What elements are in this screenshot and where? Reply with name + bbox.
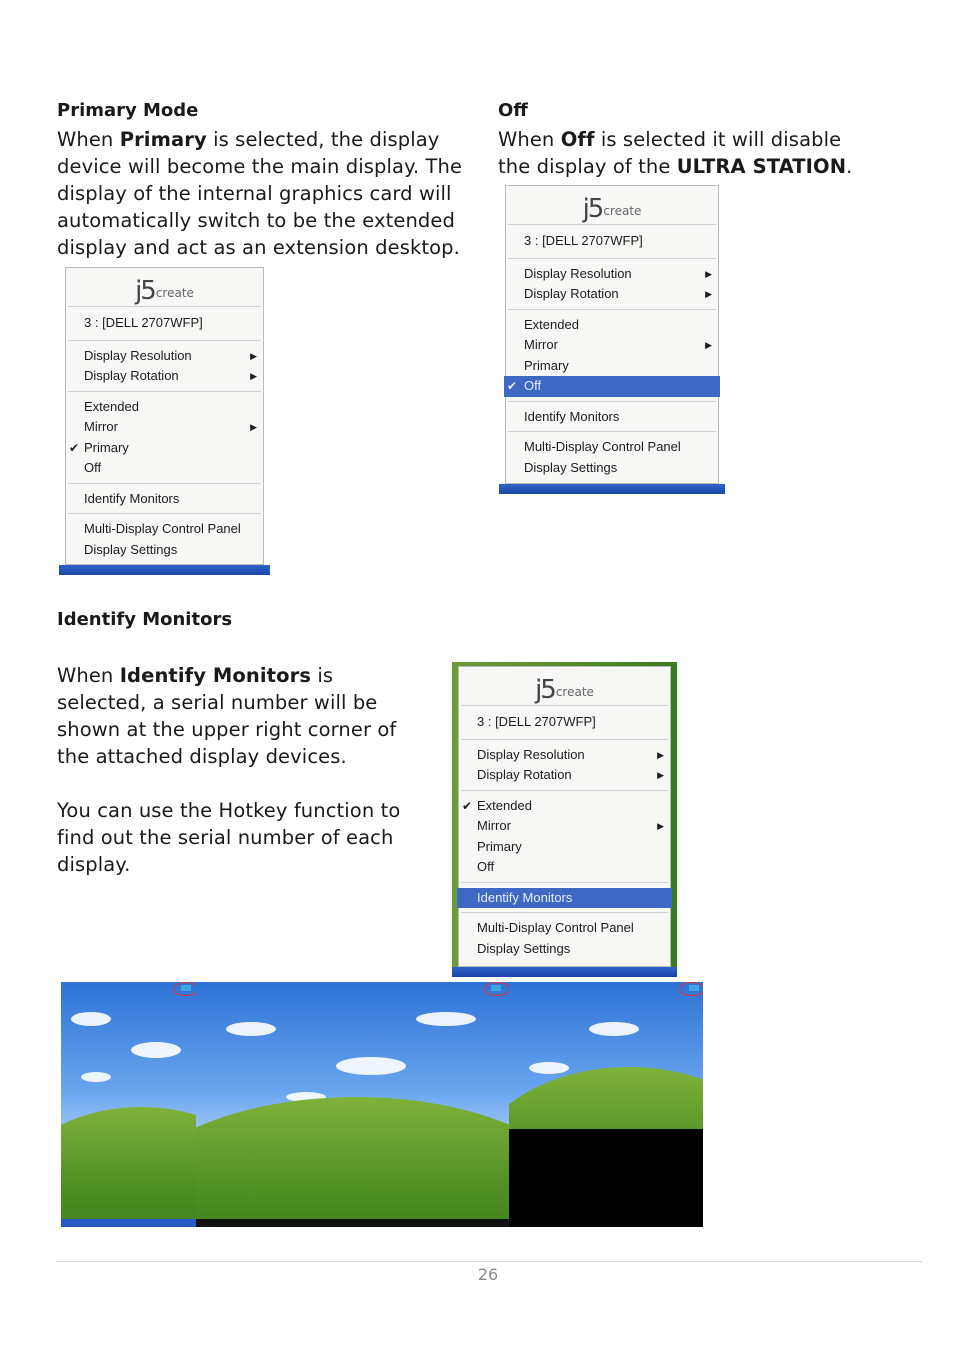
menu-item-primary[interactable]: Primary [477,838,522,854]
menu-item-multi-display-control-panel[interactable]: Multi-Display Control Panel [477,920,634,935]
taskbar-strip [59,565,270,575]
submenu-arrow-icon: ▶ [657,770,664,780]
taskbar-strip [499,484,725,494]
menu-item-multi-display-control-panel[interactable]: Multi-Display Control Panel [84,521,241,536]
off-heading: Off [498,100,528,121]
page-number: 26 [477,1265,499,1284]
context-menu-identify [452,662,677,977]
submenu-arrow-icon: ▶ [657,821,664,831]
menu-item-display-settings[interactable]: Display Settings [477,940,571,956]
j5create-logo: j5 create [508,186,716,225]
menu-separator [68,513,261,514]
taskbar-strip [452,967,677,977]
menu-item-off[interactable]: Off [84,460,102,475]
j5create-logo: j5 create [68,268,261,307]
serial-number-marker [679,982,703,996]
serial-number-marker [484,982,509,996]
menu-item-device[interactable]: 3 : [DELL 2707WFP] [84,315,203,330]
menu-separator [508,309,716,310]
menu-item-extended[interactable]: ✔ Extended [459,796,670,817]
primary-mode-paragraph: When Primary is selected, the display device will become the main display. The display of the internal graphics card will automatically switch to be the extended display and act as an extension desktop. [57,128,463,259]
menu-item-mirror[interactable]: Mirror ▶ [459,816,670,837]
primary-mode-heading: Primary Mode [57,100,199,121]
menu-separator [508,258,716,259]
hotkey-paragraph: You can use the Hotkey function to find out the serial number of each display. [57,799,401,876]
menu-item-display-resolution[interactable]: Display Resolution ▶ [506,264,718,285]
serial-number-marker [173,982,196,996]
menu-item-display-resolution[interactable]: Display Resolution ▶ [66,346,263,367]
submenu-arrow-icon: ▶ [705,289,712,299]
menu-item-device[interactable]: 3 : [DELL 2707WFP] [524,233,643,248]
menu-item-mirror[interactable]: Mirror ▶ [506,335,718,356]
menu-separator [68,483,261,484]
checkmark-icon: ✔ [462,798,473,813]
menu-separator [508,401,716,402]
menu-item-off[interactable]: ✔ Off [504,376,720,397]
context-menu-off [499,181,725,494]
submenu-arrow-icon: ▶ [657,749,664,760]
menu-separator [461,882,668,883]
submenu-arrow-icon: ▶ [705,340,712,350]
submenu-arrow-icon: ▶ [250,350,257,361]
menu-item-extended[interactable]: Extended [84,398,139,414]
menu-item-identify-monitors[interactable]: Identify Monitors [524,408,620,424]
menu-separator [461,739,668,740]
menu-separator [461,912,668,913]
menu-item-display-rotation[interactable]: Display Rotation ▶ [506,284,718,305]
menu-item-display-settings[interactable]: Display Settings [524,459,618,475]
footer-rule [56,1261,922,1262]
context-menu-primary [59,263,270,575]
menu-item-identify-monitors[interactable]: Identify Monitors [84,490,180,506]
menu-item-display-rotation[interactable]: Display Rotation ▶ [459,765,670,786]
submenu-arrow-icon: ▶ [705,268,712,279]
identify-monitors-paragraph: When Identify Monitors is selected, a serial number will be shown at the upper right corner of the attached display devices. [57,664,397,768]
menu-item-display-rotation[interactable]: Display Rotation ▶ [66,366,263,387]
menu-item-primary[interactable]: ✔ Primary [66,438,263,459]
menu-separator [68,340,261,341]
desktop-screenshot-right [509,982,703,1227]
menu-separator [461,790,668,791]
j5create-logo: j5 create [461,667,668,706]
menu-item-extended[interactable]: Extended [524,316,579,332]
checkmark-icon: ✔ [69,440,80,455]
submenu-arrow-icon: ▶ [250,422,257,432]
off-paragraph: When Off is selected it will disable the display of the ULTRA STATION. [498,128,853,178]
submenu-arrow-icon: ▶ [250,371,257,381]
menu-separator [68,391,261,392]
menu-item-mirror[interactable]: Mirror ▶ [66,417,263,438]
menu-item-primary[interactable]: Primary [524,357,569,373]
identify-monitors-heading: Identify Monitors [57,609,233,630]
menu-item-off[interactable]: Off [477,859,495,874]
menu-separator [508,431,716,432]
desktop-screenshot-left [61,982,196,1227]
menu-item-identify-monitors[interactable]: Identify Monitors [457,888,672,909]
menu-item-display-settings[interactable]: Display Settings [84,541,178,557]
checkmark-icon: ✔ [507,379,518,393]
menu-item-device[interactable]: 3 : [DELL 2707WFP] [477,714,596,729]
menu-item-display-resolution[interactable]: Display Resolution ▶ [459,745,670,766]
menu-item-multi-display-control-panel[interactable]: Multi-Display Control Panel [524,439,681,454]
desktop-screenshot-center [196,982,509,1227]
